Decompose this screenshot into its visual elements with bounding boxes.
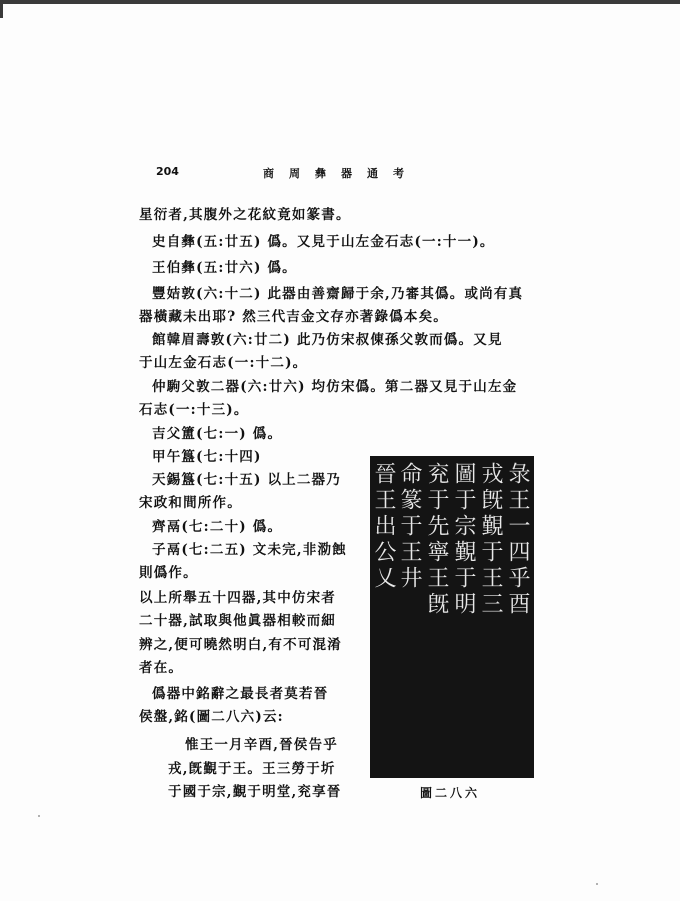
body-line: 僞器中銘辭之最長者莫若晉 <box>152 686 329 702</box>
body-line: 仲駒父敦二器(六:廿六) 均仿宋僞。第二器又見于山左金 <box>152 379 518 395</box>
inscription-column: 戎旣覲于王三 <box>478 462 503 618</box>
inscription-column: 彔王一四乎酉 <box>505 462 530 618</box>
body-line: 吉父簠(七:一) 僞。 <box>152 426 283 442</box>
scan-top-border <box>0 0 680 4</box>
inscription-column: 命篆于王井 <box>397 462 422 592</box>
running-title: 商周彝器通考 <box>263 167 419 180</box>
body-line: 子鬲(七:二五) 文未完,非泐蝕 <box>152 542 347 558</box>
inscription-rubbing <box>370 456 534 778</box>
body-line: 辨之,便可曉然明白,有不可混淆 <box>139 637 342 653</box>
scan-edge-mark <box>0 4 3 18</box>
body-line: 二十器,試取與他眞器相較而細 <box>139 613 336 629</box>
body-line: 以上所舉五十四器,其中仿宋者 <box>139 590 336 606</box>
figure-caption: 圖二八六 <box>420 786 481 800</box>
body-line: 侯盤,銘(圖二八六)云: <box>139 709 284 725</box>
body-line: 豐姞敦(六:十二) 此器由善齋歸于余,乃審其僞。或尚有真 <box>152 286 524 302</box>
body-line: 館韓眉壽敦(六:廿二) 此乃仿宋叔倲孫父敦而僞。又見 <box>152 332 503 348</box>
inscription-column: 晉王出公乂 <box>371 462 396 592</box>
body-line: 星衍者,其腹外之花紋竟如篆書。 <box>139 207 351 223</box>
body-line: 則僞作。 <box>139 565 198 581</box>
page-header <box>148 165 548 183</box>
quote-line: 戎,旣覲于王。王三勞于圻 <box>168 761 336 777</box>
quote-line: 于國于宗,覲于明堂,兖享晉 <box>168 784 342 800</box>
quote-line: 惟王一月辛酉,晉侯告乎 <box>185 737 338 753</box>
body-line: 天錫簋(七:十五) 以上二器乃 <box>152 472 341 488</box>
body-line: 于山左金石志(一:十二)。 <box>139 355 308 371</box>
body-line: 史自彝(五:廿五) 僞。又見于山左金石志(一:十一)。 <box>152 234 495 250</box>
inscription-column: 兖于先寧王旣 <box>424 462 449 618</box>
body-line: 宋政和間所作。 <box>139 495 242 511</box>
page-number: 204 <box>156 165 179 178</box>
body-line: 器橫藏未出耶? 然三代吉金文存亦著錄僞本矣。 <box>139 309 449 325</box>
body-line: 石志(一:十三)。 <box>139 402 249 418</box>
body-line: 者在。 <box>139 660 184 676</box>
body-line: 齊鬲(七:二十) 僞。 <box>152 519 283 535</box>
inscription-column: 圖于宗覲于明 <box>451 462 476 618</box>
scan-speck <box>38 815 40 817</box>
body-line: 甲午簋(七:十四) <box>152 449 262 465</box>
scan-speck <box>596 883 598 885</box>
body-line: 王伯彝(五:廿六) 僞。 <box>152 260 297 276</box>
